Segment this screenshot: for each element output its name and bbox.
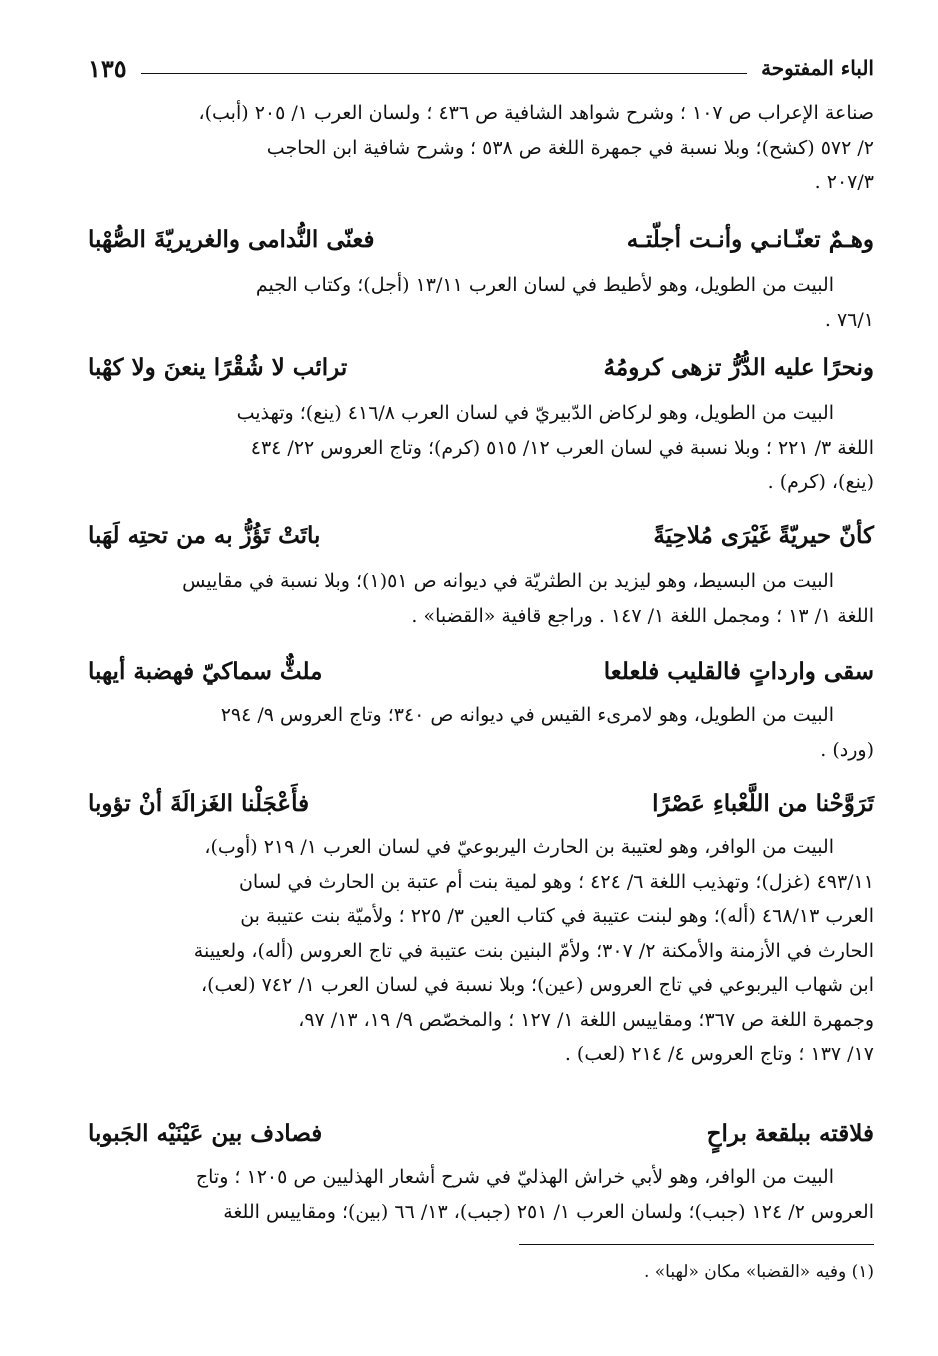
text-line: العروس ٢/ ١٢٤ (جبب)؛ ولسان العرب ١/ ٢٥١ (جبب)، ١٣/ ٦٦ (بين)؛ ومقاييس اللغة <box>223 1200 874 1223</box>
footnote: (١) وفيه «القضبا» مكان «لهبا» . <box>643 1262 874 1282</box>
text-line: وجمهرة اللغة ص ٣٦٧؛ ومقاييس اللغة ١/ ١٢٧ ؛ والمخصّص ٩/ ١٩، ١٣/ ٩٧، <box>298 1008 874 1031</box>
verse-first-hemistich: سقى وارداتٍ فالقليب فلعلعا <box>603 658 874 685</box>
text-line: البيت من البسيط، وهو ليزيد بن الطثريّة في ديوانه ص ٥١(١)؛ وبلا نسبة في مقاييس <box>182 570 834 592</box>
text-line: الحارث في الأزمنة والأمكنة ٢/ ٣٠٧؛ ولأمّ البنين بنت عتيبة في تاج العروس (أله)، ولعيينة <box>193 939 874 962</box>
text-line: اللغة ٣/ ٢٢١ ؛ وبلا نسبة في لسان العرب ١٢/ ٥١٥ (كرم)؛ وتاج العروس ٢٢/ ٤٣٤ <box>250 436 874 459</box>
text-line: العرب ٤٦٨/١٣ (أله)؛ وهو لبنت عتيبة في كتاب العين ٣/ ٢٢٥ ؛ ولأميّة بنت عتيبة بن <box>240 905 874 927</box>
intro-paragraph <box>88 96 874 200</box>
commentary-paragraph <box>88 698 874 767</box>
verse-first-hemistich: كأنّ حيريّةً غَيْرَى مُلاحِيَةً <box>653 522 874 549</box>
text-line: اللغة ١/ ١٣ ؛ ومجمل اللغة ١/ ١٤٧ . وراجع قافية «القضبا» . <box>411 604 874 627</box>
verse-second-hemistich: فأَعْجَلْنا الغَزالَةَ أنْ تؤوبا <box>88 790 310 817</box>
commentary-paragraph <box>88 564 874 633</box>
verse-second-hemistich: فعنّى النُّدامى والغريريّةَ الصُّهْبا <box>88 226 375 253</box>
text-line: ٧٦/١ . <box>824 308 874 331</box>
page-number: ١٣٥ <box>88 53 127 83</box>
text-line: (ينع)، (كرم) . <box>767 471 874 493</box>
text-line: البيت من الطويل، وهو لامرىء القيس في ديوانه ص ٣٤٠؛ وتاج العروس ٩/ ٢٩٤ <box>220 704 834 726</box>
text-line: ٢٠٧/٣ . <box>814 171 874 193</box>
text-line: ١٧/ ١٣٧ ؛ وتاج العروس ٤/ ٢١٤ (لعب) . <box>564 1043 874 1065</box>
verse-line <box>88 222 874 258</box>
verse-line <box>88 1116 874 1152</box>
text-line: البيت من الطويل، وهو لأطيط في لسان العرب ١٣/١١ (أجل)؛ وكتاب الجيم <box>255 274 834 296</box>
text-line: صناعة الإعراب ص ١٠٧ ؛ وشرح شواهد الشافية ص ٤٣٦ ؛ ولسان العرب ١/ ٢٠٥ (أبب)، <box>198 102 874 124</box>
text-line: (ورد) . <box>820 738 874 761</box>
commentary-paragraph <box>88 396 874 500</box>
footnote-separator <box>519 1244 874 1245</box>
verse-second-hemistich: ملثٌّ سماكيّ فهضبة أيهبا <box>88 658 323 685</box>
verse-line <box>88 786 874 822</box>
text-line: البيت من الطويل، وهو لركاض الدّبيريّ في لسان العرب ٤١٦/٨ (ينع)؛ وتهذيب <box>236 402 834 424</box>
verse-line <box>88 654 874 690</box>
verse-first-hemistich: فلاقته ببلقعة براحٍ <box>706 1120 874 1147</box>
verse-line <box>88 518 874 554</box>
text-line: ابن شهاب اليربوعي في تاج العروس (عين)؛ وبلا نسبة في لسان العرب ١/ ٧٤٢ (لعب)، <box>200 974 874 996</box>
commentary-paragraph <box>88 1160 874 1229</box>
text-line: ٤٩٣/١١ (غزل)؛ وتهذيب اللغة ٦/ ٤٢٤ ؛ وهو لمية بنت أم عتبة بن الحارث في لسان <box>238 870 874 893</box>
commentary-paragraph <box>88 268 874 337</box>
verse-second-hemistich: ترائب لا شُقْرًا ينعنَ ولا كهْبا <box>88 354 348 381</box>
verse-first-hemistich: وهـمٌ تعنّـانـي وأنـت أجلّتـه <box>626 226 874 253</box>
header-rule <box>141 73 747 74</box>
text-line: البيت من الوافر، وهو لعتيبة بن الحارث اليربوعيّ في لسان العرب ١/ ٢١٩ (أوب)، <box>204 836 834 858</box>
verse-line <box>88 350 874 386</box>
running-title: الباء المفتوحة <box>761 56 874 80</box>
verse-first-hemistich: ونحرًا عليه الدُّرُّ تزهى كرومُهُ <box>603 354 874 381</box>
verse-second-hemistich: فصادف بين عَيْنَيْه الجَبوبا <box>88 1120 323 1147</box>
verse-first-hemistich: تَرَوَّحْنا من اللَّعْباءِ عَصْرًا <box>652 790 874 817</box>
verse-second-hemistich: باتَتْ تَؤُزُّ به من تحتِه لَهَبا <box>88 522 321 549</box>
page-header <box>88 48 874 88</box>
text-line: البيت من الوافر، وهو لأبي خراش الهذليّ في شرح أشعار الهذليين ص ١٢٠٥ ؛ وتاج <box>195 1166 834 1188</box>
text-line: ٢/ ٥٧٢ (كشح)؛ وبلا نسبة في جمهرة اللغة ص ٥٣٨ ؛ وشرح شافية ابن الحاجب <box>266 136 874 159</box>
commentary-paragraph <box>88 830 874 1072</box>
book-page <box>88 40 874 1340</box>
